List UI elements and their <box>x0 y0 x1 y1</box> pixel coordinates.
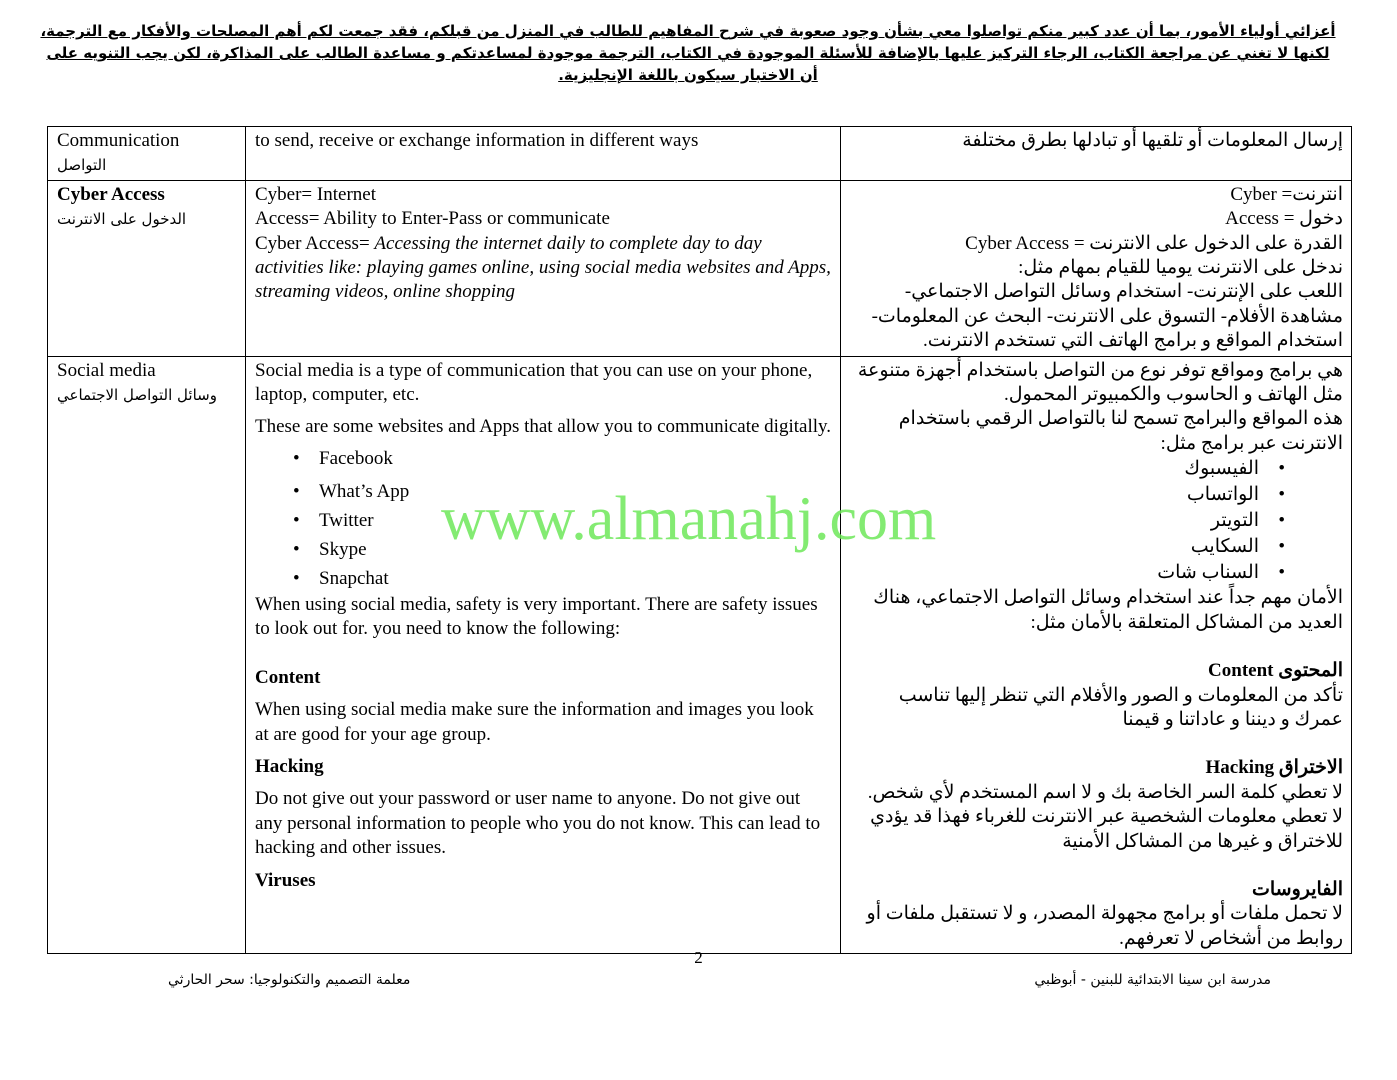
arabic-paragraph: الأمان مهم جداً عند استخدام وسائل التواصل الاجتماعي، هناك العديد من المشاكل المتعلقة بالأمان مثل: <box>873 587 1343 633</box>
definition-text: to send, receive or exchange information in different ways <box>255 130 699 151</box>
arabic-paragraph: هي برامج ومواقع توفر نوع من التواصل باستخدام أجهزة متنوعة مثل الهاتف و الحاسوب والكمبيوتر المحمول. <box>857 359 1343 406</box>
arabic-cell <box>841 127 1352 181</box>
definition-paragraph: These are some websites and Apps that allow you to communicate digitally. <box>255 416 832 438</box>
arabic-section-heading: المحتوى Content <box>1208 660 1343 682</box>
term-english: Cyber Access <box>57 183 165 205</box>
arabic-line: ندخل على الانترنت يوميا للقيام بمهام مثل: <box>1018 257 1343 279</box>
arabic-section-text: لا تعطي كلمة السر الخاصة بك و لا اسم المستخدم لأي شخص. <box>867 781 1343 803</box>
definition-cell <box>246 127 841 181</box>
page-number: 2 <box>694 948 703 967</box>
term-english: Social media <box>57 359 156 381</box>
section-text: When using social media make sure the information and images you look at are good for your age group. <box>255 699 814 745</box>
definition-paragraph: When using social media, safety is very important. There are safety issues to look out for. you need to know the following: <box>255 593 818 640</box>
arabic-section-text: تأكد من المعلومات و الصور والأفلام التي تنظر إليها تناسب عمرك و ديننا و عاداتنا و قيمنا <box>898 684 1343 730</box>
term-arabic: الدخول على الانترنت <box>57 210 187 229</box>
section-heading: Hacking <box>255 755 324 777</box>
section-heading: Viruses <box>255 869 316 891</box>
term-cell <box>48 356 246 954</box>
term-arabic: التواصل <box>57 156 107 175</box>
list-item: • التويتر <box>850 508 1285 534</box>
list-item: • What’s App <box>293 477 832 506</box>
list-item: • السكايب <box>850 534 1285 560</box>
footer-school: مدرسة ابن سينا الابتدائية للبنين - أبوظبي <box>1034 972 1271 988</box>
arabic-section-heading: الفايروسات <box>1251 878 1343 900</box>
arabic-cell <box>841 180 1352 356</box>
arabic-section-text: لا تعطي معلومات الشخصية عبر الانترنت للغرباء فهذا قد يؤدي للاختراق و غيرها من المشاكل الأمنية <box>870 806 1343 852</box>
watermark: www.almanahj.com <box>441 485 937 553</box>
definition-cell <box>246 356 841 954</box>
term-cell <box>48 180 246 356</box>
definition-cell <box>246 180 841 356</box>
arabic-line: القدرة على الدخول على الانترنت = Cyber Access <box>965 232 1343 254</box>
arabic-section-heading: الاختراق Hacking <box>1205 757 1343 779</box>
arabic-line: انترنت= Cyber <box>1230 183 1343 205</box>
arabic-text: إرسال المعلومات أو تلقيها أو تبادلها بطرق مختلفة <box>962 130 1343 151</box>
footer-teacher: معلمة التصميم والتكنولوجيا: سحر الحارثي <box>168 972 411 988</box>
definition-italic: Accessing the internet daily to complete day to day activities like: playing games online, using social media websites and Apps, streaming videos, online shopping <box>255 232 831 303</box>
arabic-section-text: لا تحمل ملفات أو برامج مجهولة المصدر، و لا تستقبل ملفات أو روابط من أشخاص لا تعرفهم. <box>866 903 1343 949</box>
definition-paragraph: Social media is a type of communication that you can use on your phone, laptop, computer, etc. <box>255 359 813 406</box>
table-row <box>48 127 1352 181</box>
term-english: Communication <box>57 130 180 151</box>
table-row <box>48 356 1352 954</box>
term-arabic: وسائل التواصل الاجتماعي <box>57 386 217 405</box>
arabic-paragraph: هذه المواقع والبرامج تسمح لنا بالتواصل الرقمي باستخدام الانترنت عبر برامج مثل: <box>898 408 1343 454</box>
list-item: • الواتساب <box>850 482 1285 508</box>
list-item: • Facebook <box>293 444 832 473</box>
section-text: Do not give out your password or user name to anyone. Do not give out any personal information to people who you do not know. This can lead to hacking and other issues. <box>255 788 821 859</box>
definition-line: Access= Ability to Enter-Pass or communicate <box>255 208 610 230</box>
table-row <box>48 180 1352 356</box>
definition-line: Cyber= Internet <box>255 183 376 205</box>
list-item: • Snapchat <box>293 564 832 593</box>
definition-label: Cyber Access= <box>255 232 370 254</box>
list-item: • Twitter <box>293 506 832 535</box>
arabic-cell <box>841 356 1352 954</box>
parent-notice: أعزائي أولياء الأمور، بما أن عدد كبير منكم تواصلوا معي بشأن وجود صعوبة في شرح المفاهيم للطالب في المنزل من قبلكم، فقد جمعت لكم أهم المصلحات والأفكار مع الترجمة، لكنها لا تغني عن مراجعة الكتاب، الرجاء التركيز عليها بالإضافة للأسئلة الموجودة في الكتاب، الترجمة موجودة لمساعدتكم و مساعدة الطالب على المذاكرة، لكن يجب التنويه على أن الاختبار سيكون باللغة الإنجليزية. <box>40 22 1336 84</box>
list-item: • السناب شات <box>850 560 1285 586</box>
arabic-line: اللعب على الإنترنت- استخدام وسائل التواصل الاجتماعي- مشاهدة الأفلام- التسوق على الانترنت- البحث عن المعلومات- استخدام المواقع و برامج الهاتف التي تستخدم الانترنت. <box>871 281 1343 352</box>
list-item: • Skype <box>293 535 832 564</box>
term-cell <box>48 127 246 181</box>
section-heading: Content <box>255 666 321 688</box>
list-item: • الفيسبوك <box>850 456 1285 482</box>
arabic-line: دخول = Access <box>1225 208 1343 230</box>
